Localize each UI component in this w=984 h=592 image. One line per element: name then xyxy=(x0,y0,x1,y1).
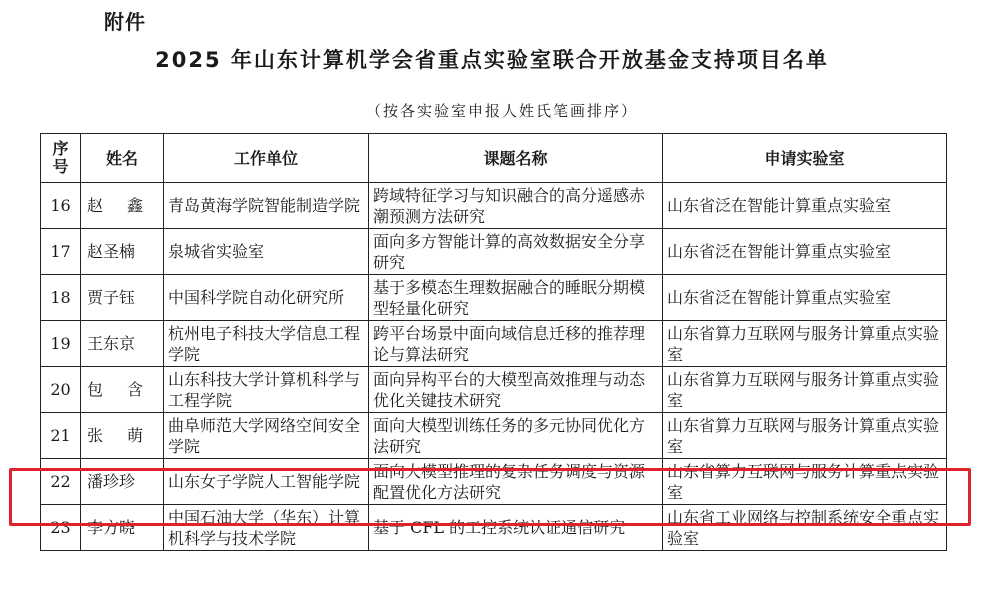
row-topic: 面向大模型训练任务的多元协同优化方法研究 xyxy=(369,413,663,459)
row-lab: 山东省算力互联网与服务计算重点实验室 xyxy=(663,367,947,413)
row-lab: 山东省泛在智能计算重点实验室 xyxy=(663,183,947,229)
row-lab: 山东省算力互联网与服务计算重点实验室 xyxy=(663,321,947,367)
row-unit: 中国石油大学（华东）计算机科学与技术学院 xyxy=(164,505,369,551)
header-unit: 工作单位 xyxy=(164,134,369,183)
row-topic: 面向异构平台的大模型高效推理与动态优化关键技术研究 xyxy=(369,367,663,413)
project-table xyxy=(40,133,947,551)
row-name: 赵圣楠 xyxy=(81,229,164,275)
header-topic: 课题名称 xyxy=(369,134,663,183)
table-row xyxy=(41,321,947,367)
attachment-label: 附件 xyxy=(104,10,146,34)
row-name: 张 萌 xyxy=(81,413,164,459)
document-title: 2025 年山东计算机学会省重点实验室联合开放基金支持项目名单 xyxy=(155,48,829,72)
table-row xyxy=(41,275,947,321)
header-lab: 申请实验室 xyxy=(663,134,947,183)
row-topic: 面向大模型推理的复杂任务调度与资源配置优化方法研究 xyxy=(369,459,663,505)
row-name: 贾子钰 xyxy=(81,275,164,321)
table-row-highlighted xyxy=(41,459,947,505)
table-row xyxy=(41,413,947,459)
row-unit: 青岛黄海学院智能制造学院 xyxy=(164,183,369,229)
row-lab: 山东省算力互联网与服务计算重点实验室 xyxy=(663,459,947,505)
row-lab: 山东省算力互联网与服务计算重点实验室 xyxy=(663,413,947,459)
row-topic: 基于多模态生理数据融合的睡眠分期模型轻量化研究 xyxy=(369,275,663,321)
document-subtitle: （按各实验室申报人姓氏笔画排序） xyxy=(365,102,638,120)
row-topic: 跨平台场景中面向域信息迁移的推荐理论与算法研究 xyxy=(369,321,663,367)
row-topic: 跨域特征学习与知识融合的高分遥感赤潮预测方法研究 xyxy=(369,183,663,229)
row-seq: 22 xyxy=(41,459,81,505)
row-unit: 山东女子学院人工智能学院 xyxy=(164,459,369,505)
row-seq: 19 xyxy=(41,321,81,367)
row-unit: 中国科学院自动化研究所 xyxy=(164,275,369,321)
row-unit: 杭州电子科技大学信息工程学院 xyxy=(164,321,369,367)
row-seq: 23 xyxy=(41,505,81,551)
row-topic: 面向多方智能计算的高效数据安全分享研究 xyxy=(369,229,663,275)
row-name: 包 含 xyxy=(81,367,164,413)
row-name: 王东京 xyxy=(81,321,164,367)
row-name: 李方晓 xyxy=(81,505,164,551)
table-row xyxy=(41,505,947,551)
row-seq: 21 xyxy=(41,413,81,459)
table-header-row xyxy=(41,134,947,183)
row-seq: 20 xyxy=(41,367,81,413)
row-seq: 16 xyxy=(41,183,81,229)
row-name: 赵 鑫 xyxy=(81,183,164,229)
row-lab: 山东省泛在智能计算重点实验室 xyxy=(663,229,947,275)
header-name: 姓名 xyxy=(81,134,164,183)
table-row xyxy=(41,229,947,275)
row-lab: 山东省泛在智能计算重点实验室 xyxy=(663,275,947,321)
row-unit: 曲阜师范大学网络空间安全学院 xyxy=(164,413,369,459)
row-unit: 山东科技大学计算机科学与工程学院 xyxy=(164,367,369,413)
row-lab: 山东省工业网络与控制系统安全重点实验室 xyxy=(663,505,947,551)
row-topic: 基于 CFL 的工控系统认证通信研究 xyxy=(369,505,663,551)
header-seq: 序 号 xyxy=(41,134,81,183)
row-seq: 17 xyxy=(41,229,81,275)
row-seq: 18 xyxy=(41,275,81,321)
row-unit: 泉城省实验室 xyxy=(164,229,369,275)
row-name: 潘珍珍 xyxy=(81,459,164,505)
table-row xyxy=(41,183,947,229)
table-row xyxy=(41,367,947,413)
